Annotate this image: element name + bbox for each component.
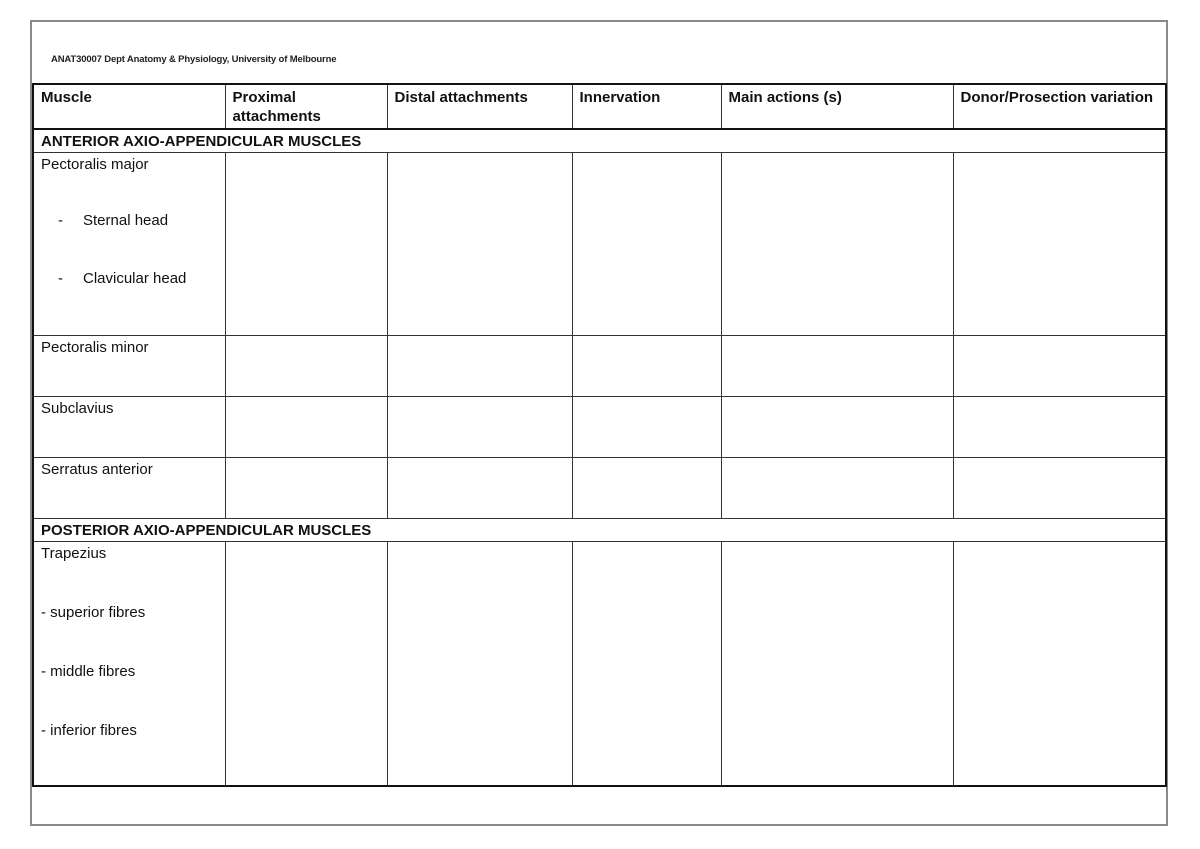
table-header-row [33,84,1166,129]
distal-attachments-cell [387,336,572,397]
muscle-name: Trapezius [41,545,107,562]
main-actions-cell [721,542,953,787]
muscle-worksheet-table [32,83,1167,787]
main-actions-cell [721,397,953,458]
donor-variation-cell [953,397,1166,458]
section-title-anterior: ANTERIOR AXIO-APPENDICULAR MUSCLES [33,129,1166,153]
worksheet-page [30,20,1168,826]
list-dash: - [58,212,63,229]
muscle-cell-subclavius: Subclavius [33,397,225,458]
innervation-cell [572,458,721,519]
proximal-attachments-cell [225,153,387,336]
muscle-cell-pectoralis-minor: Pectoralis minor [33,336,225,397]
muscle-part [41,211,218,230]
donor-variation-cell [953,458,1166,519]
proximal-attachments-cell [225,542,387,787]
document-header: ANAT30007 Dept Anatomy & Physiology, University of Melbourne [51,54,337,65]
section-row-posterior [33,519,1166,542]
column-header-innervation: Innervation [572,84,721,129]
column-header-donor-variation: Donor/Prosection variation [953,84,1166,129]
muscle-part-middle: - middle fibres [41,663,136,680]
muscle-name: Pectoralis major [41,156,149,173]
distal-attachments-cell [387,458,572,519]
section-row-anterior [33,129,1166,153]
innervation-cell [572,153,721,336]
donor-variation-cell [953,153,1166,336]
main-actions-cell [721,458,953,519]
table-row [33,397,1166,458]
main-actions-cell [721,153,953,336]
column-header-proximal-attachments: Proximal attachments [225,84,387,129]
muscle-part [41,269,218,288]
column-header-main-actions: Main actions (s) [721,84,953,129]
muscle-cell-pectoralis-major [33,153,225,336]
donor-variation-cell [953,542,1166,787]
distal-attachments-cell [387,153,572,336]
muscle-cell-trapezius [33,542,225,787]
table-row [33,542,1166,787]
muscle-part-label: Sternal head [83,212,169,229]
muscle-part-superior: - superior fibres [41,604,146,621]
section-title-posterior: POSTERIOR AXIO-APPENDICULAR MUSCLES [33,519,1166,542]
distal-attachments-cell [387,397,572,458]
table-row [33,336,1166,397]
main-actions-cell [721,336,953,397]
column-header-muscle: Muscle [33,84,225,129]
donor-variation-cell [953,336,1166,397]
proximal-attachments-cell [225,336,387,397]
muscle-part-inferior: - inferior fibres [41,722,137,739]
muscle-part-label: Clavicular head [83,270,187,287]
proximal-attachments-cell [225,458,387,519]
table-row [33,458,1166,519]
column-header-distal-attachments: Distal attachments [387,84,572,129]
distal-attachments-cell [387,542,572,787]
table-row [33,153,1166,336]
proximal-attachments-cell [225,397,387,458]
innervation-cell [572,542,721,787]
list-dash: - [58,270,63,287]
innervation-cell [572,336,721,397]
muscle-cell-serratus-anterior: Serratus anterior [33,458,225,519]
innervation-cell [572,397,721,458]
